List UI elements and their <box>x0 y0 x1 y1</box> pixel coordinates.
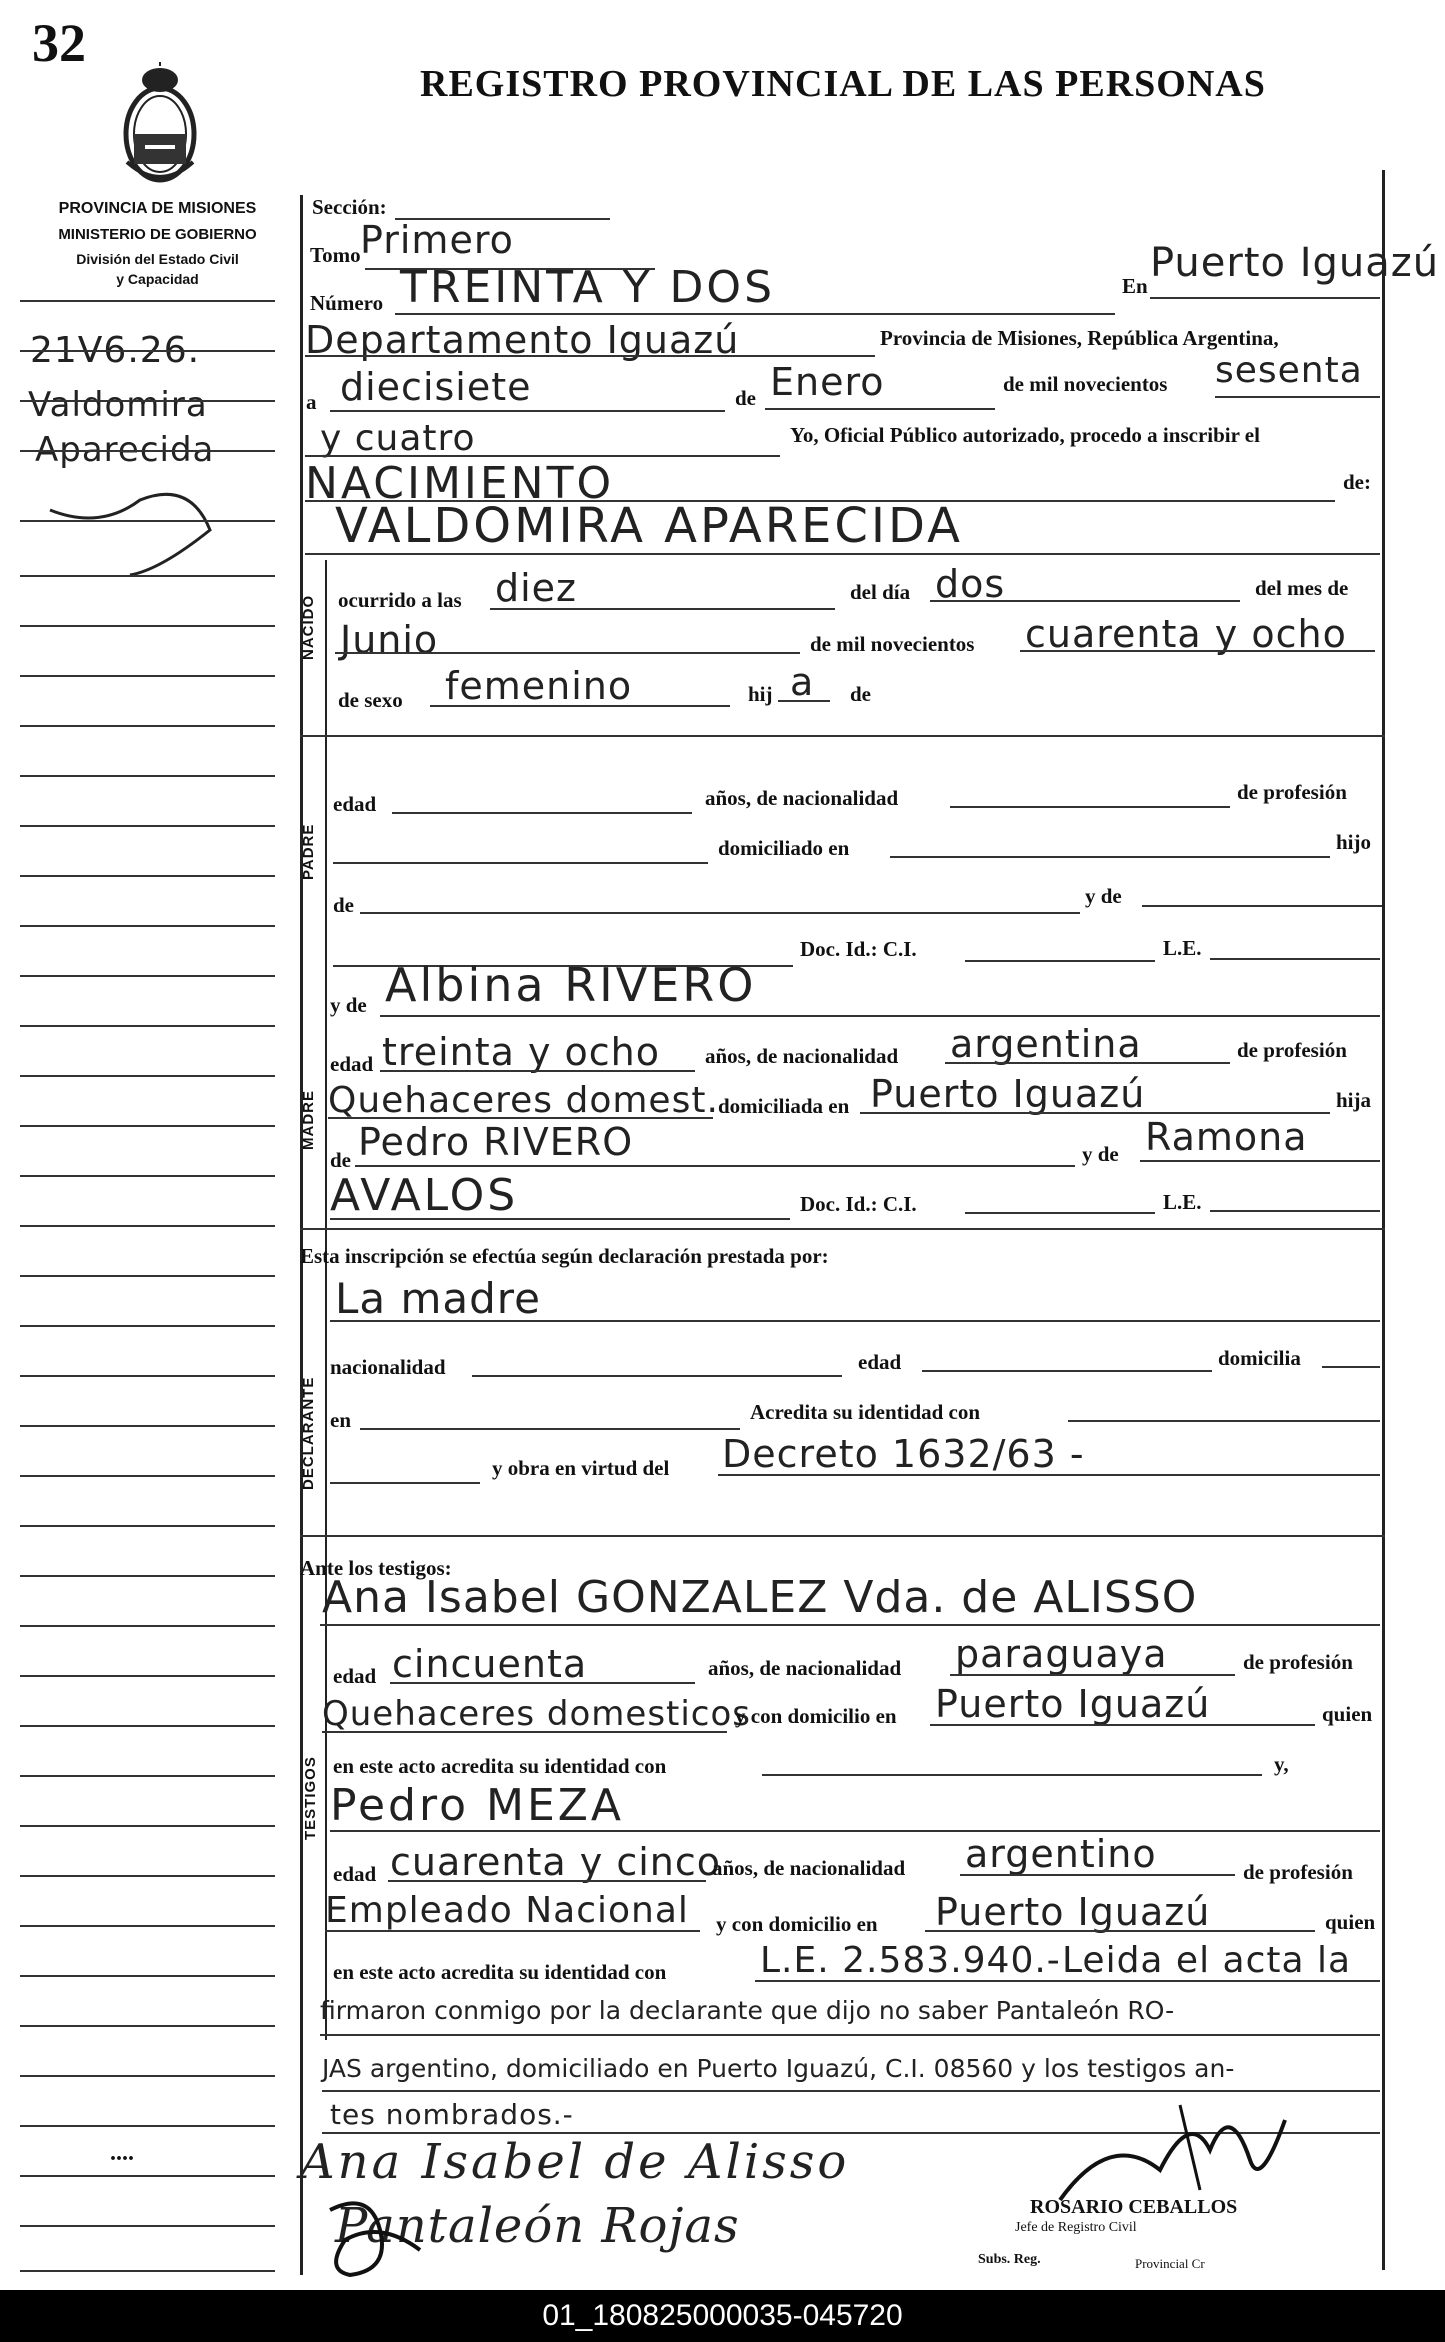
value-hija-suffix: a <box>790 660 815 704</box>
label-t1-acredita: en este acto acredita su identidad con <box>333 1754 667 1778</box>
value-dia-nac: dos <box>935 562 1006 606</box>
value-t2-nacionalidad: argentino <box>965 1832 1157 1876</box>
margin-note-3: Aparecida <box>35 430 215 470</box>
label-a: a <box>306 390 317 414</box>
value-nombre: VALDOMIRA APARECIDA <box>335 498 964 554</box>
page-number: 32 <box>32 13 86 73</box>
separator-nacido-padre <box>300 735 1385 737</box>
label-t1-anos-nac: años, de nacionalidad <box>708 1656 902 1680</box>
frame-left <box>300 195 303 2275</box>
label-nacionalidad: nacionalidad <box>330 1355 446 1379</box>
value-madre-domicilio: Puerto Iguazú <box>870 1072 1146 1116</box>
label-t2-edad: edad <box>333 1862 377 1886</box>
label-domicilia: domicilia <box>1218 1346 1301 1370</box>
label-inscripcion: Esta inscripción se efectúa según declaración prestada por: <box>300 1244 829 1268</box>
value-madre-nacionalidad: argentina <box>950 1022 1142 1066</box>
label-domiciliado-en: domiciliado en <box>718 836 850 860</box>
signature-1: Ana Isabel de Alisso <box>300 2134 850 2190</box>
value-t1-domicilio: Puerto Iguazú <box>935 1682 1211 1726</box>
label-hija: hija <box>1336 1088 1372 1112</box>
label-t1-profesion: de profesión <box>1243 1650 1353 1674</box>
label-seccion: Sección: <box>312 195 387 219</box>
value-t1-profesion: Quehaceres domesticos <box>322 1694 752 1734</box>
value-madre-edad: treinta y ocho <box>382 1030 661 1074</box>
agency-line-1: PROVINCIA DE MISIONES <box>58 200 257 217</box>
value-dia: diecisiete <box>340 365 532 409</box>
value-t2-domicilio: Puerto Iguazú <box>935 1890 1211 1934</box>
label-t1-edad: edad <box>333 1664 377 1688</box>
label-obra-virtud: y obra en virtud del <box>492 1456 670 1480</box>
side-label-testigos: TESTIGOS <box>302 1756 319 1840</box>
value-mes: Enero <box>770 360 885 404</box>
signature-2: Pantaleón Rojas <box>335 2198 740 2254</box>
agency-line-2: MINISTERIO DE GOBIERNO <box>58 226 257 243</box>
value-departamento: Departamento Iguazú <box>305 318 740 362</box>
value-madre-madre-2: AVALOS <box>330 1170 519 1221</box>
value-closing-3: tes nombrados.- <box>330 2098 574 2131</box>
label-de: de <box>735 386 756 410</box>
value-hora: diez <box>495 566 578 610</box>
label-de-mil-novecientos: de mil novecientos <box>1003 372 1168 396</box>
separator-madre-end <box>300 1228 1385 1230</box>
value-t2-profesion: Empleado Nacional <box>325 1890 689 1931</box>
label-de-mil-novecientos-2: de mil novecientos <box>810 632 975 656</box>
document-title: REGISTRO PROVINCIAL DE LAS PERSONAS <box>420 63 1266 105</box>
value-t1-edad: cincuenta <box>392 1642 588 1686</box>
value-en: Puerto Iguazú <box>1150 240 1440 286</box>
value-madre-madre: Ramona <box>1145 1115 1308 1159</box>
label-del-dia: del día <box>850 580 911 604</box>
value-madre-nombre: Albina RIVERO <box>385 958 757 1012</box>
frame-right <box>1382 170 1385 2270</box>
side-label-nacido: NACIDO <box>300 594 317 660</box>
label-t2-acredita: en este acto acredita su identidad con <box>333 1960 667 1984</box>
value-decreto: Decreto 1632/63 - <box>722 1432 1085 1476</box>
side-label-madre: MADRE <box>300 1090 317 1150</box>
label-en: En <box>1122 274 1148 298</box>
label-domiciliada-en: domiciliada en <box>718 1094 850 1118</box>
side-label-padre: PADRE <box>300 823 317 880</box>
label-padre-doc-id: Doc. Id.: C.I. <box>800 937 917 961</box>
value-anio: sesenta <box>1215 350 1363 391</box>
value-t1-nacionalidad: paraguaya <box>955 1632 1168 1676</box>
label-de-sexo: de sexo <box>338 688 403 712</box>
margin-dots: .... <box>110 2140 134 2166</box>
value-closing-1: firmaron conmigo por la declarante que dijo no saber Pantaleón RO- <box>320 1996 1175 2025</box>
label-en-decl: en <box>330 1408 351 1432</box>
stamp-left: Subs. Reg. <box>978 2252 1041 2267</box>
value-t2-edad: cuarenta y cinco <box>390 1840 722 1884</box>
value-t1-nombre: Ana Isabel GONZALEZ Vda. de ALISSO <box>322 1572 1198 1623</box>
stamp-right: Provincial Cr <box>1135 2256 1205 2271</box>
label-padre-le: L.E. <box>1163 936 1202 960</box>
label-madre-de: de <box>330 1148 351 1172</box>
agency-line-3: División del Estado Civil <box>76 251 239 267</box>
value-declarante: La madre <box>335 1274 541 1323</box>
value-tomo: Primero <box>360 218 514 262</box>
margin-note-2: Valdomira <box>28 385 208 425</box>
label-t2-profesion: de profesión <box>1243 1860 1353 1884</box>
label-madre-le: L.E. <box>1163 1190 1202 1214</box>
label-ante-testigos: Ante los testigos: <box>300 1556 452 1580</box>
label-t2-domicilio: y con domicilio en <box>716 1912 878 1936</box>
label-y-de-madre: y de <box>330 993 367 1017</box>
value-anio-2: y cuatro <box>320 418 476 459</box>
signature-scribble-icon <box>320 2190 430 2285</box>
agency-block <box>25 200 290 287</box>
label-del-mes: del mes de <box>1255 576 1349 600</box>
label-t2-anos-nac: años, de nacionalidad <box>712 1856 906 1880</box>
value-numero: TREINTA Y DOS <box>400 262 775 313</box>
label-de-2: de <box>850 682 871 706</box>
label-padre-profesion: de profesión <box>1237 780 1347 804</box>
value-madre-padre: Pedro RIVERO <box>358 1120 634 1164</box>
value-closing-2: JAS argentino, domiciliado en Puerto Iguazú, C.I. 08560 y los testigos an- <box>322 2054 1235 2083</box>
label-padre-anos-nac: años, de nacionalidad <box>705 786 899 810</box>
label-padre-y-de: y de <box>1085 884 1122 908</box>
label-acredita: Acredita su identidad con <box>750 1400 981 1424</box>
label-t2-quien: quien <box>1325 1910 1376 1934</box>
label-madre-profesion: de profesión <box>1237 1038 1347 1062</box>
label-t1-domicilio: y con domicilio en <box>735 1704 897 1728</box>
label-padre-edad: edad <box>333 792 377 816</box>
label-hij: hij <box>748 682 773 706</box>
separator-declarante-end <box>300 1535 1385 1537</box>
label-t1-quien: quien <box>1322 1702 1373 1726</box>
label-padre-de: de <box>333 893 354 917</box>
label-madre-anos-nac: años, de nacionalidad <box>705 1044 899 1068</box>
value-t2-doc: L.E. 2.583.940.- <box>760 1940 1061 1981</box>
margin-note-1: 21V6.26. <box>30 330 201 371</box>
margin-scribble-icon <box>40 470 220 580</box>
side-label-declarante: DECLARANTE <box>300 1376 317 1490</box>
label-hijo: hijo <box>1336 830 1372 854</box>
file-id-footer: 01_180825000035-045720 <box>0 2290 1445 2342</box>
label-ocurrido: ocurrido a las <box>338 588 462 612</box>
value-sexo: femenino <box>445 664 633 708</box>
label-t1-y: y, <box>1274 1752 1289 1776</box>
value-acto: NACIMIENTO <box>305 458 615 509</box>
label-madre-y-de: y de <box>1082 1142 1119 1166</box>
value-t2-nombre: Pedro MEZA <box>330 1780 624 1831</box>
value-leida: Leida el acta la <box>1062 1940 1352 1981</box>
label-de-colon: de: <box>1343 470 1371 494</box>
value-anio-nac: cuarenta y ocho <box>1025 612 1347 656</box>
value-mes-nac: Junio <box>340 618 439 662</box>
label-numero: Número <box>310 291 384 315</box>
official-name: ROSARIO CEBALLOS <box>1030 2196 1238 2218</box>
label-provincia: Provincia de Misiones, República Argentina, <box>880 326 1279 350</box>
section-left <box>325 560 327 2040</box>
value-madre-profesion: Quehaceres domest. <box>328 1080 719 1121</box>
coat-of-arms-icon <box>115 62 205 192</box>
label-madre-doc-id: Doc. Id.: C.I. <box>800 1192 917 1216</box>
official-title: Jefe de Registro Civil <box>1015 2220 1137 2235</box>
label-madre-edad: edad <box>330 1052 374 1076</box>
label-yo-oficial: Yo, Oficial Público autorizado, procedo a inscribir el <box>790 423 1260 447</box>
label-edad-decl: edad <box>858 1350 902 1374</box>
agency-line-4: y Capacidad <box>116 271 199 287</box>
label-tomo: Tomo <box>310 243 361 267</box>
